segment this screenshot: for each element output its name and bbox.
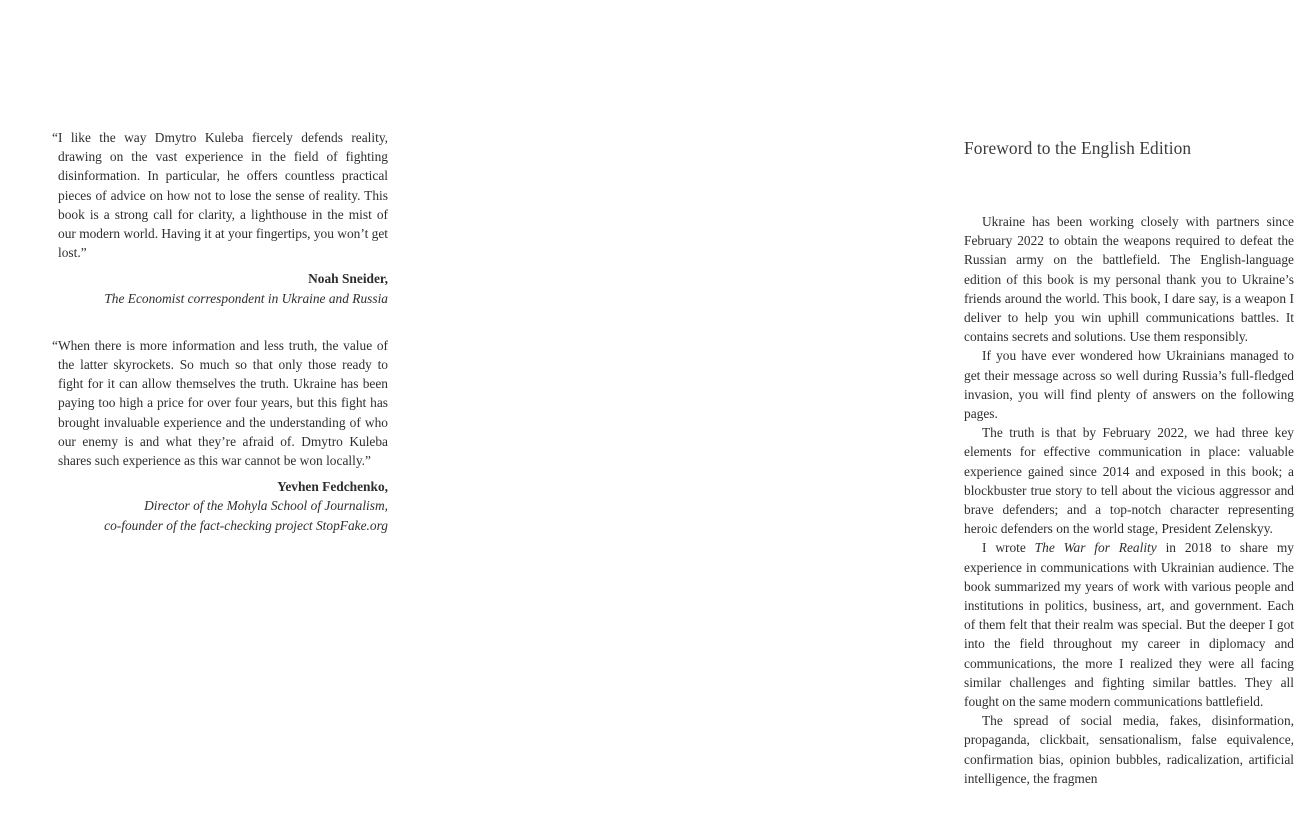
body-paragraph (964, 346, 1294, 423)
body-paragraph (964, 212, 1294, 346)
blurb-author-role: Director of the Mohyla School of Journalism, (144, 498, 388, 514)
body-paragraph (964, 711, 1294, 788)
blurb-quote-text: “I like the way Dmytro Kuleba fiercely defends reality, drawing on the vast experience in the field of fighting disinformation. In particular, he offers countless practical pieces of advice on how not to lose the sense of reality. This book is a strong call for clarity, a lighthouse in the mist of our modern world. Having it at your fingertips, you won’t get lost.” (52, 130, 388, 261)
paragraph-text: The spread of social media, fakes, disinformation, propaganda, clickbait, sensationalism, false equivalence, confirmation bias, opinion bubbles, radicalization, artificial intelligence, the fragmen (964, 713, 1294, 786)
blurb-attribution (58, 477, 388, 535)
blurb-author-name: Yevhen Fedchenko, (277, 479, 388, 495)
blurb-attribution (58, 269, 388, 307)
blurb-quote-text: “When there is more information and less truth, the value of the latter skyrockets. So much so that only those ready to fight for it can allow themselves the truth. Ukraine has been paying too high a price for over four years, but this fight has brought invaluable experience and the understanding of who our enemy is and what they’re afraid of. Dmytro Kuleba shares such experience as this war cannot be won locally.” (52, 337, 388, 469)
paragraph-text: Ukraine has been working closely with partners since February 2022 to obtain the weapons required to defeat the Russian army on the battlefield. The English-language edition of this book is my personal thank you to Ukraine’s friends around the world. This book, I dare say, is a weapon I deliver to help you win uphill communications battles. It contains secrets and solutions. Use them responsibly. (964, 214, 1294, 345)
paragraph-text: The truth is that by February 2022, we had three key elements for effective communication in place: valuable experience gained since 2014 and exposed in this book; a blockbuster true story to tell about the vicious aggressor and brave defenders; and a top-notch character representing heroic defenders on the world stage, President Zelenskyy. (964, 425, 1294, 537)
body-paragraph (964, 538, 1294, 711)
page-title: Foreword to the English Edition (964, 138, 1192, 158)
paragraph-text: If you have ever wondered how Ukrainians managed to get their message across so well during Russia’s full-fledged invasion, you will find plenty of answers on the following pages. (964, 348, 1294, 422)
endorsement-blurb (52, 336, 388, 535)
foreword-body (964, 212, 1294, 788)
endorsement-blurb (52, 128, 388, 308)
book-title-italic: The War for Reality (1034, 540, 1157, 556)
blurb-author-role: The Economist correspondent in Ukraine and Russia (104, 290, 388, 306)
blurb-author-name: Noah Sneider, (308, 271, 388, 287)
paragraph-text: I wrote (982, 540, 1035, 556)
left-page (0, 0, 450, 817)
endorsement-blurb-list (52, 128, 388, 535)
blurb-author-role: co-founder of the fact-checking project StopFake.org (104, 517, 388, 533)
body-paragraph (964, 423, 1294, 538)
paragraph-text: in 2018 to share my experience in communications with Ukrainian audience. The book summarized my years of work with various people and institutions in politics, business, art, and government. Each of them felt that their realm was special. But the deeper I got into the field throughout my career in diplomacy and communications, the more I realized they were all facing similar challenges and fighting similar battles. They all fought on the same modern communications battlefield. (964, 540, 1294, 710)
right-page (450, 0, 1294, 817)
